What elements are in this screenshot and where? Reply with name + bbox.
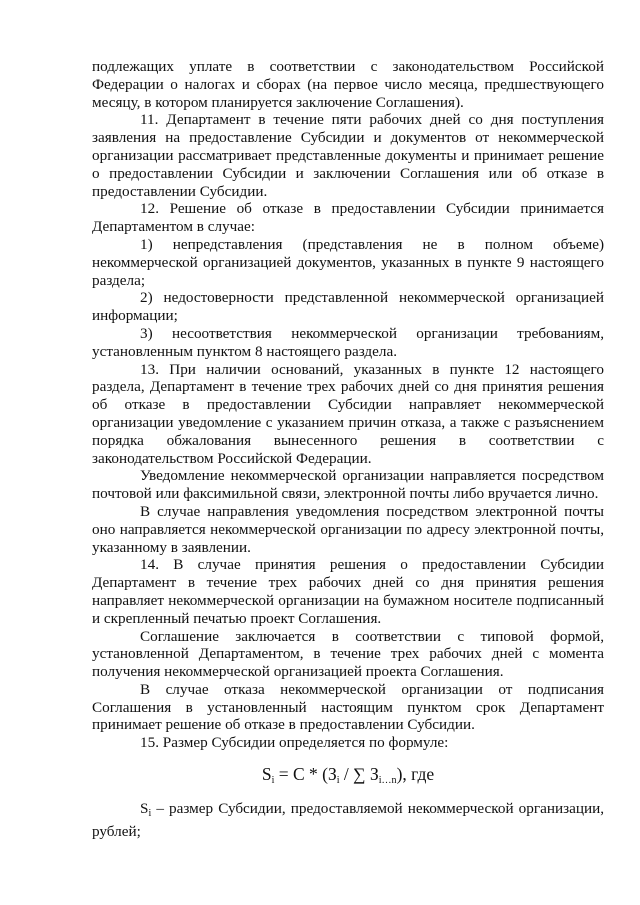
document-page [92,58,604,841]
paragraph-item-12-1: 1) непредставления (представления не в полном объеме) некоммерческой организацией документов, указанных в пункте 9 настоящего раздела; [92,235,604,289]
paragraph-email-notification: В случае направления уведомления посредством электронной почты оно направляется некоммерческой организации по адресу электронной почты, указанному в заявлении. [92,502,604,556]
formula-equals-part: = С * (З [274,764,337,785]
definition-text: – размер Субсидии, предоставляемой некоммерческой организации, рублей; [92,800,604,840]
definition-symbol: S [140,800,149,818]
formula-definition-si [92,800,604,841]
paragraph-item-12: 12. Решение об отказе в предоставлении Субсидии принимается Департаментом в случае: [92,200,604,236]
formula-sum-part: / ∑ З [339,764,379,785]
formula-lhs-subscript: i [271,775,275,787]
definition-symbol-subscript: i [148,808,152,820]
formula-lhs: S [261,764,272,785]
formula-tail: ), где [396,764,435,785]
paragraph-item-12-3: 3) несоответствия некоммерческой организации требованиям, установленным пунктом 8 настоящего раздела. [92,324,604,360]
paragraph-item-12-2: 2) недостоверности представленной некоммерческой организацией информации; [92,289,604,325]
paragraph-refusal-signing: В случае отказа некоммерческой организации от подписания Соглашения в установленный настоящим пунктом срок Департамент принимает решение об отказе в предоставлении Субсидии. [92,680,604,734]
formula-sum-subscript: i…n [378,775,397,787]
formula-z-subscript: i [336,775,340,787]
paragraph-continuation: подлежащих уплате в соответствии с законодательством Российской Федерации о налогах и сборах (на первое число месяца, предшествующего месяцу, в котором планируется заключение Соглашения). [92,58,604,111]
paragraph-item-14: 14. В случае принятия решения о предоставлении Субсидии Департамент в течение трех рабочих дней со дня принятия решения направляет некоммерческой организации на бумажном носителе подписанный и скрепленный печатью проект Соглашения. [92,556,604,627]
subsidy-formula [92,763,604,792]
paragraph-item-13: 13. При наличии оснований, указанных в пункте 12 настоящего раздела, Департамент в течение трех рабочих дней со дня принятия решения об отказе в предоставлении Субсидии направляет некоммерческой организации уведомление с указанием причин отказа, а также с разъяснением порядка обжалования вынесенного решения в соответствии с законодательством Российской Федерации. [92,360,604,467]
paragraph-notification-method: Уведомление некоммерческой организации направляется посредством почтовой или факсимильной связи, электронной почты либо вручается лично. [92,467,604,503]
paragraph-item-11: 11. Департамент в течение пяти рабочих дней со дня поступления заявления на предоставление Субсидии и документов от некоммерческой организации рассматривает представленные документы и принимает решение о предоставлении Субсидии и заключении Соглашения или об отказе в предоставлении Субсидии. [92,111,604,200]
paragraph-agreement-conclusion: Соглашение заключается в соответствии с типовой формой, установленной Департаментом, в течение трех рабочих дней с момента получения некоммерческой организацией проекта Соглашения. [92,627,604,681]
paragraph-item-15: 15. Размер Субсидии определяется по формуле: [140,734,449,752]
